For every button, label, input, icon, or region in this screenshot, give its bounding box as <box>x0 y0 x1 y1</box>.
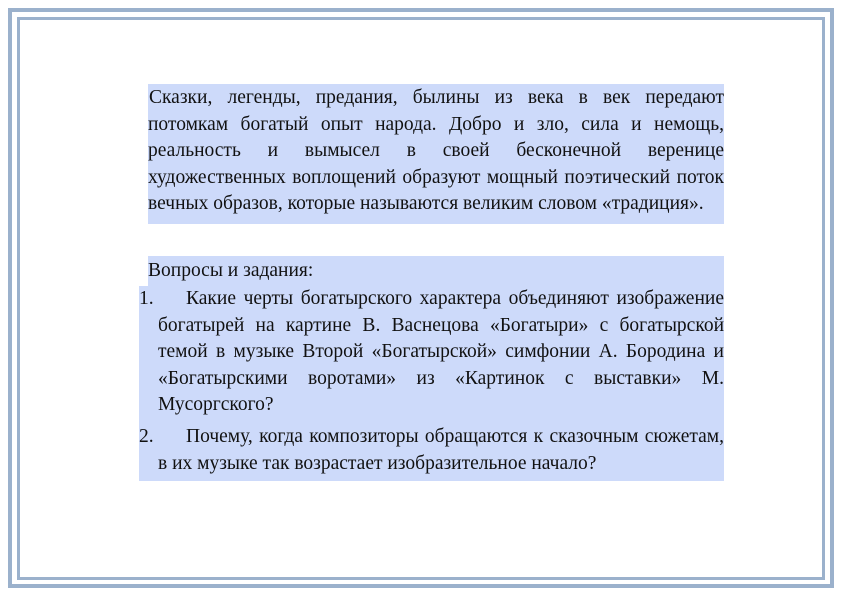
question-number: 2. <box>139 425 154 447</box>
intro-paragraph-text: Сказки, легенды, предания, былины из века в век передают потомкам богатый опыт народа. Добро и зло, сила и немощь, реальность и вымысел в своей бесконечной веренице художественных воплощений образуют мощный поэтический поток вечных образов, которые называются великим словом «традиция». <box>148 87 724 215</box>
question-item <box>139 286 724 419</box>
questions-list <box>139 286 724 481</box>
intro-paragraph <box>148 84 724 224</box>
question-text: Почему, когда композиторы обращаются к сказочным сюжетам, в их музыке так возрастает изобразительное начало? <box>158 425 724 474</box>
question-text: Какие черты богатырского характера объединяют изображение богатырей на картине В. Васнецова «Богатыри» с богатырской темой в музыке Второй «Богатырской» симфонии А. Бородина и «Богатырскими воротами» из «Картинок с выставки» М. Мусоргского? <box>158 288 724 416</box>
question-item <box>139 424 724 477</box>
questions-heading-text: Вопросы и задания: <box>148 260 314 281</box>
question-number: 1. <box>139 288 154 309</box>
questions-heading <box>148 256 724 286</box>
